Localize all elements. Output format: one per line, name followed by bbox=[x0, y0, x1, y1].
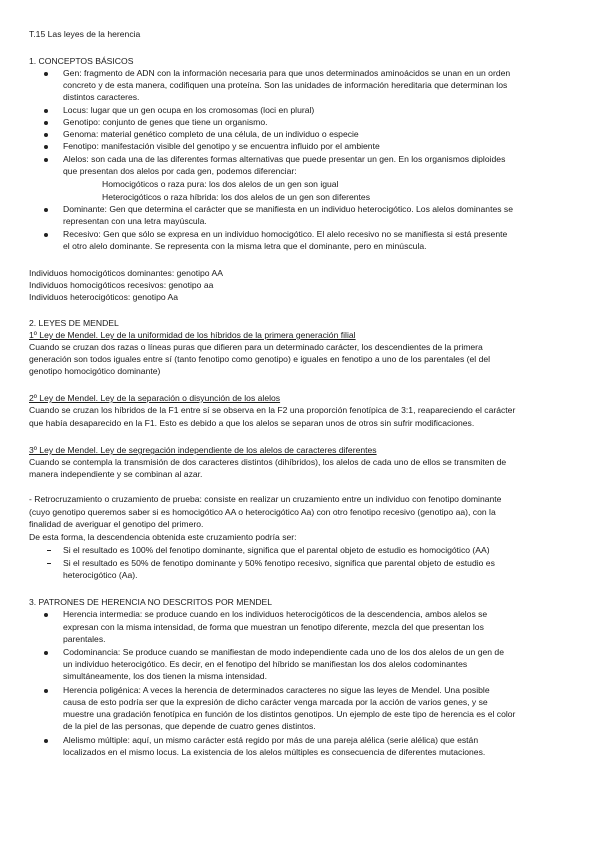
law-1-text-line-1: Cuando se cruzan dos razas o líneas puras que difieren para un determinado carácter, los descendientes de la primera bbox=[29, 342, 483, 352]
law-2-text-line-1: Cuando se cruzan los híbridos de la F1 entre sí se observa en la F2 una proporción fenotípica de 3:1, reapareciendo el carácter bbox=[29, 405, 516, 415]
law-2-title: 2º Ley de Mendel. Ley de la separación o disyunción de los alelos bbox=[29, 393, 281, 403]
recesivo-definition-line-2: el otro alelo dominante. Se representa con la misma letra que el dominante, pero en minúscula. bbox=[63, 241, 427, 251]
result-case-2-line-2: heterocigótico (Aa). bbox=[63, 570, 138, 580]
dash-icon bbox=[47, 550, 51, 551]
genotype-line: Individuos homocigóticos dominantes: genotipo AA bbox=[29, 268, 223, 278]
result-case-1: Si el resultado es 100% del fenotipo dominante, significa que el parental objeto de estudio es homocigótico (AA) bbox=[63, 545, 490, 555]
law-2-text-line-2: que había desaparecido en la F1. Esto es debido a que los alelos se separan unos de otros sin sufrir modificaciones. bbox=[29, 418, 475, 428]
alelos-definition-line-2: que presentan dos alelos por cada gen, podemos diferenciar: bbox=[63, 166, 297, 176]
section-1-heading: 1. CONCEPTOS BÁSICOS bbox=[29, 56, 134, 66]
alelismo-multiple-line-1: Alelismo múltiple: aquí, un mismo carácter está regido por más de una pareja alélica (serie alélica) que están bbox=[63, 735, 479, 745]
law-3-text-line-2: manera independiente y se combinan al azar. bbox=[29, 469, 203, 479]
bullet-icon bbox=[44, 133, 48, 137]
genoma-definition: Genoma: material genético completo de una célula, de un individuo o especie bbox=[63, 129, 359, 139]
codominancia-line-1: Codominancia: Se produce cuando se manifiestan de modo independiente cada uno de los dos alelos de un gen de bbox=[63, 647, 504, 657]
gen-definition-line-2: concreto y de esta manera, codifiquen una proteína. Son las unidades de información hereditaria que determinan los bbox=[63, 80, 508, 90]
gen-definition-line-1: Gen: fragmento de ADN con la información necesaria para que unos determinados aminoácidos se unan en un orden bbox=[63, 68, 511, 78]
bullet-icon bbox=[44, 158, 48, 162]
dominante-definition-line-2: representan con una letra mayúscula. bbox=[63, 216, 207, 226]
retrocruzamiento-line-3: finalidad de averiguar el genotipo del primero. bbox=[29, 519, 204, 529]
herencia-poligenica-line-4: de la piel de las personas, que depende de cuatro genes distintos. bbox=[63, 721, 316, 731]
document-title: T.15 Las leyes de la herencia bbox=[29, 29, 141, 39]
recesivo-definition-line-1: Recesivo: Gen que sólo se expresa en un individuo homocigótico. El alelo recesivo no se manifiesta si está presente bbox=[63, 229, 508, 239]
bullet-icon bbox=[44, 208, 48, 212]
locus-definition: Locus: lugar que un gen ocupa en los cromosomas (loci en plural) bbox=[63, 105, 315, 115]
law-1-title: 1º Ley de Mendel. Ley de la uniformidad de los híbridos de la primera generación filial bbox=[29, 330, 356, 340]
law-3-title: 3º Ley de Mendel. Ley de segregación independiente de los alelos de caracteres diferentes bbox=[29, 445, 377, 455]
genotype-line: Individuos homocigóticos recesivos: genotipo aa bbox=[29, 280, 214, 290]
genotype-line: Individuos heterocigóticos: genotipo Aa bbox=[29, 292, 179, 302]
bullet-icon bbox=[44, 651, 48, 655]
herencia-intermedia-line-2: expresan con la misma intensidad, de forma que muestran un fenotipo diferente, mezcla del que presentan los bbox=[63, 622, 484, 632]
law-1-text-line-3: genotipo homocigótico dominante) bbox=[29, 366, 161, 376]
heterocigoticos-subitem: Heterocigóticos o raza híbrida: los dos alelos de un gen son diferentes bbox=[102, 192, 371, 202]
law-3-text-line-1: Cuando se contempla la transmisión de dos caracteres distintos (dihíbridos), los alelos de cada uno de ellos se transmiten de bbox=[29, 457, 507, 467]
result-case-2-line-1: Si el resultado es 50% de fenotipo dominante y 50% fenotipo recesivo, significa que parental objeto de estudio es bbox=[63, 558, 495, 568]
law-1-text-line-2: generación son todos iguales entre sí (tanto fenotipo como genotipo) e iguales en fenotipo a uno de los parentales (el del bbox=[29, 354, 491, 364]
descendencia-intro: De esta forma, la descendencia obtenida este cruzamiento podría ser: bbox=[29, 532, 297, 542]
bullet-icon bbox=[44, 613, 48, 617]
bullet-icon bbox=[44, 233, 48, 237]
herencia-poligenica-line-3: muestre una gradación fenotípica en función de los distintos genotipos. Un ejemplo de este tipo de herencia es el color bbox=[63, 709, 516, 719]
bullet-icon bbox=[44, 121, 48, 125]
fenotipo-definition: Fenotipo: manifestación visible del genotipo y se encuentra influido por el ambiente bbox=[63, 141, 380, 151]
section-3-heading: 3. PATRONES DE HERENCIA NO DESCRITOS POR MENDEL bbox=[29, 597, 273, 607]
bullet-icon bbox=[44, 145, 48, 149]
section-2-heading: 2. LEYES DE MENDEL bbox=[29, 318, 119, 328]
bullet-icon bbox=[44, 109, 48, 113]
bullet-icon bbox=[44, 72, 48, 76]
homocigoticos-subitem: Homocigóticos o raza pura: los dos alelos de un gen son igual bbox=[102, 179, 339, 189]
alelismo-multiple-line-2: localizados en el mismo locus. La existencia de los alelos múltiples es consecuencia de diferentes mutaciones. bbox=[63, 747, 486, 757]
bullet-icon bbox=[44, 689, 48, 693]
herencia-poligenica-line-1: Herencia poligénica: A veces la herencia de determinados caracteres no sigue las leyes de Mendel. Una posible bbox=[63, 685, 490, 695]
bullet-icon bbox=[44, 739, 48, 743]
dominante-definition-line-1: Dominante: Gen que determina el carácter que se manifiesta en un individuo heterocigótico. Los alelos dominantes se bbox=[63, 204, 514, 214]
alelos-definition-line-1: Alelos: son cada una de las diferentes formas alternativas que puede presentar un gen. En los organismos diploides bbox=[63, 154, 506, 164]
retrocruzamiento-line-1: - Retrocruzamiento o cruzamiento de prueba: consiste en realizar un cruzamiento entre un individuo con fenotipo dominante bbox=[29, 494, 502, 504]
herencia-intermedia-line-1: Herencia intermedia: se produce cuando en los individuos heterocigóticos de la descendencia, ambos alelos se bbox=[63, 609, 488, 619]
gen-definition-line-3: distintos caracteres. bbox=[63, 92, 140, 102]
dash-icon bbox=[47, 563, 51, 564]
herencia-intermedia-line-3: parentales. bbox=[63, 634, 106, 644]
retrocruzamiento-line-2: (cuyo genotipo queremos saber si es homocigótico AA o heterocigótico Aa) con otro fenotipo recesivo (genotipo aa), con la bbox=[29, 507, 496, 517]
codominancia-line-3: simultáneamente, los dos tienen la misma intensidad. bbox=[63, 671, 267, 681]
herencia-poligenica-line-2: causa de esto podría ser que la expresión de dicho carácter venga marcada por la acción de varios genes, y se bbox=[63, 697, 488, 707]
codominancia-line-2: un individuo heterocigótico. Es decir, en el fenotipo del híbrido se manifiestan los dos alelos codominantes bbox=[63, 659, 468, 669]
genotipo-definition: Genotipo: conjunto de genes que tiene un organismo. bbox=[63, 117, 268, 127]
